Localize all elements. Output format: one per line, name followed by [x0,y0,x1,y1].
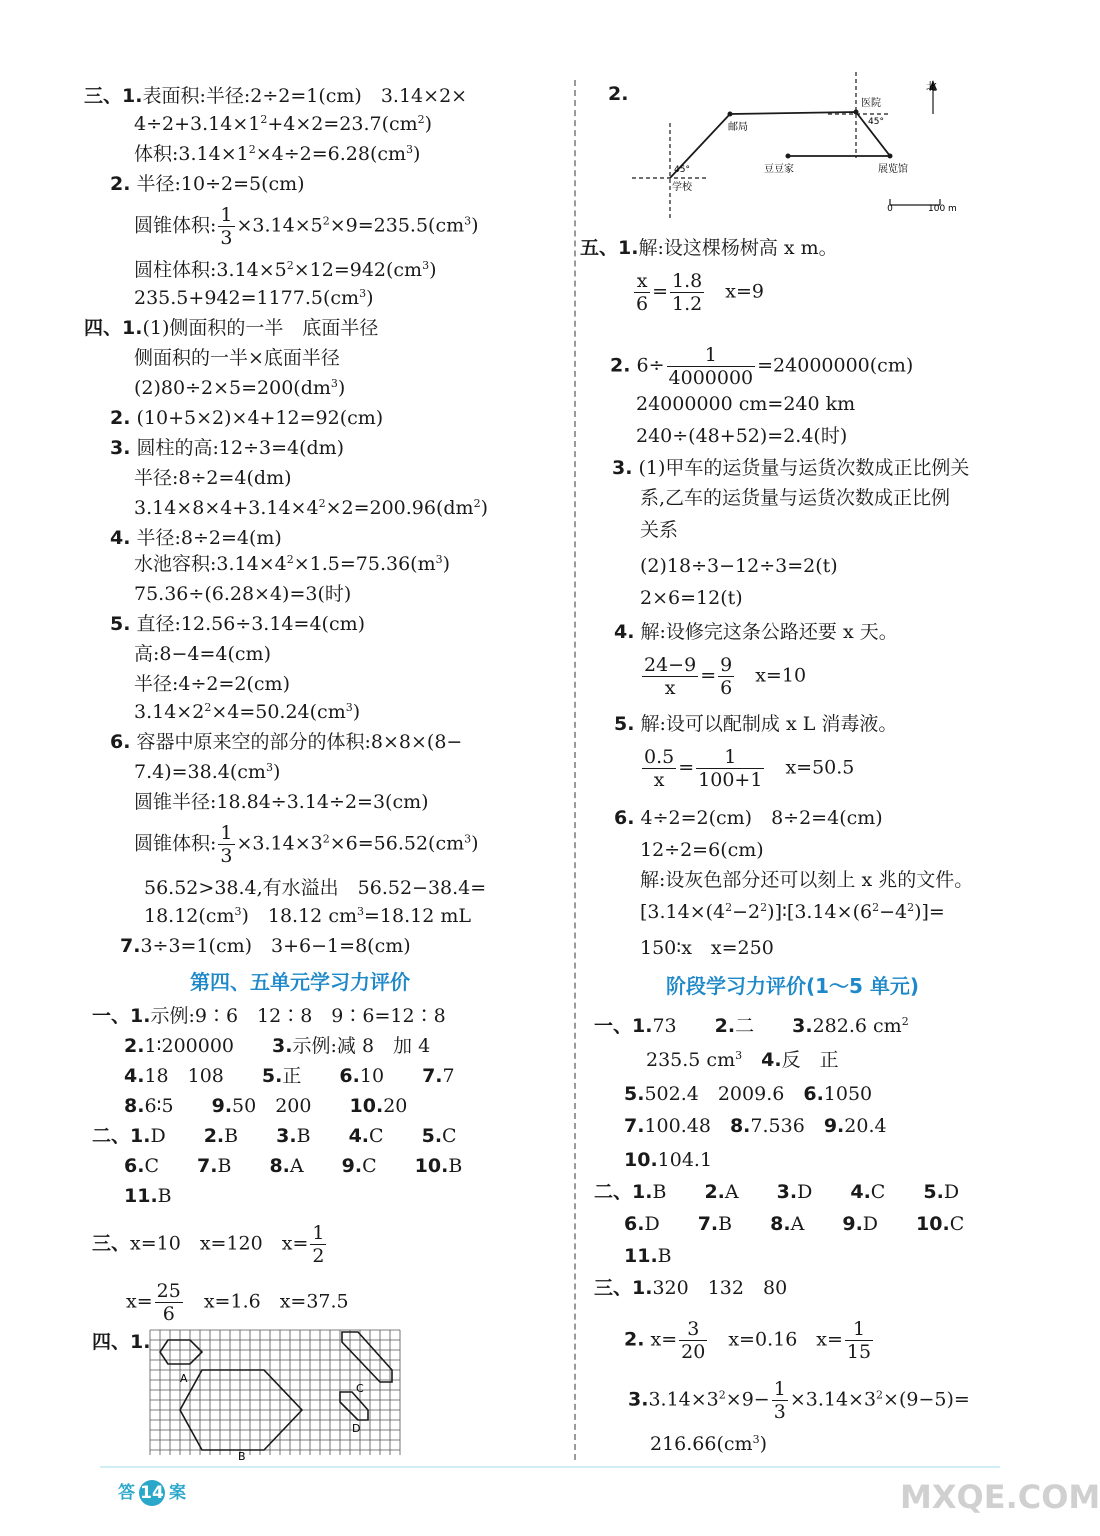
column-divider [574,80,576,1460]
answer-line: 5. 解:设可以配制成 x L 消毒液。 [614,713,898,735]
fraction: $\frac{3}{20}$ [681,1318,706,1363]
answer-line: 2. 半径:10÷2=5(cm) [110,173,305,195]
fraction: $\frac{1.8}{1.2}$ [672,270,703,315]
answer-line: 75.36÷(6.28×4)=3(时) [134,583,352,605]
fraction: $\frac{1}{3}$ [220,822,233,867]
answer-line: 半径:8÷2=4(dm) [134,467,292,489]
answer-line: $3.3.14\times 3^2\times 9-$ $\frac{1}{3}$ $\times 3.14\times 3^2\times(9-5)=$ [628,1378,970,1423]
answer-line: $3.14\times 8\times 4+3.14\times 4^2\times 2=200.96(dm^2)$ [134,497,488,519]
answer-line: 半径:4÷2=2(cm) [134,673,290,695]
answer-line: $4\div 2+3.14\times 1^2+4\times 2=23.7(cm^2)$ [134,113,433,135]
answer-line: 3. (1)甲车的运货量与运货次数成正比例关 [612,457,970,479]
shape-a [160,1340,202,1364]
answer-line: x= $\frac{25}{6}$ x=1.6 x=37.5 [126,1280,349,1325]
answer-line: 五、1.解:设这棵杨树高 x m。 [580,237,838,259]
answer-line: 240÷(48+52)=2.4(时) [636,425,848,447]
answer-line: $(2)80\div 2\times 5=200(dm^3)$ [134,377,346,399]
route-map [628,68,958,228]
label-angle-school: 45° [674,165,690,175]
answer-line: $\frac{0.5}{x}$ = $\frac{1}{100+1}$ x=50.5 [644,746,855,791]
answer-line: 解:设灰色部分还可以刻上 x 兆的文件。 [640,869,974,891]
label-b: B [238,1450,246,1463]
answer-line: 2. (10+5×2)×4+12=92(cm) [110,407,384,429]
footer-line [100,1466,1000,1468]
label-hall: 展览馆 [878,164,908,175]
answer-line: 10.104.1 [624,1149,713,1171]
answer-line: 24000000 cm=240 km [636,393,856,415]
answer-line: 3. 圆柱的高:12÷3=4(dm) [110,437,345,459]
answer-line: 5. 直径:12.56÷3.14=4(cm) [110,613,366,635]
label-north: 北 [926,80,937,93]
answer-line: 7.100.48 8.7.536 9.20.4 [624,1115,887,1137]
fraction: $\frac{1}{3}$ [773,1378,786,1423]
answer-line: 4.18 108 5.正 6.10 7.7 [124,1065,455,1087]
fraction: $\frac{1}{2}$ [312,1222,325,1267]
answer-line: $18.12(cm^3)$ 18.12 $cm^3=18.12$ mL [144,905,471,927]
answer-line: 体积$:3.14\times 1^2\times 4\div 2=6.28(cm^3)$ [134,143,421,165]
answer-line: 系,乙车的运货量与运货次数成正比例 [640,487,951,509]
answer-line: 水池容积$:3.14\times 4^2\times 1.5=75.36(m^3)$ [134,553,451,575]
answer-line: 6. 4÷2=2(cm) 8÷2=4(cm) [614,807,883,829]
section-title: 阶段学习力评价(1～5 单元) [666,974,920,998]
shape-c [342,1332,392,1382]
answer-line: 8.6∶5 9.50 200 10.20 [124,1095,408,1117]
answer-line: 圆柱体积$:3.14\times 5^2\times 12=942(cm^3)$ [134,259,437,281]
answer-line: 高:8−4=4(cm) [134,643,271,665]
answer-line: $[3.14\times(4^2-2^2)]∶[3.14\times(6^2-4^2)]=$ [640,901,945,923]
answer-line: 一、1.示例:9∶6 12∶8 9∶6=12∶8 [92,1005,446,1027]
label-school: 学校 [672,182,692,193]
label-post: 邮局 [728,122,748,133]
answer-line: 6.D 7.B 8.A 9.D 10.C [624,1213,965,1235]
fraction: $\frac{24-9}{x}$ [644,654,697,699]
answer-line: 11.B [124,1185,172,1207]
label-d: D [352,1422,361,1435]
answer-line: 5.502.4 2009.6 6.1050 [624,1083,873,1105]
label-hospital: 医院 [861,98,881,109]
answer-line: 三、1.320 132 80 [594,1277,788,1299]
fraction: $\frac{1}{100+1}$ [698,746,763,791]
answer-line: $3.14\times 2^2\times 4=50.24(cm^3)$ [134,701,361,723]
answer-line: 2.1∶200000 3.示例:减 8 加 4 [124,1035,431,1057]
watermark: MXQE.COM [900,1478,1100,1516]
answer-line: $216.66(cm^3)$ [650,1433,767,1455]
answer-line: 56.52>38.4,有水溢出 56.52−38.4= [144,877,487,899]
section-title: 第四、五单元学习力评价 [190,970,410,994]
answer-line: $235.5+942=1177.5(cm^3)$ [134,287,374,309]
grid-figure [150,1330,400,1463]
answer-line: 三、1.表面积:半径:2÷2=1(cm) 3.14×2× [84,85,468,107]
answer-line: $7.4)=38.4(cm^3)$ [134,761,281,783]
answer-line: 2. [608,83,629,105]
label-scale0: 0 [887,204,893,214]
answer-line: 4. 解:设修完这条公路还要 x 天。 [614,621,898,643]
answer-line: $\frac{24-9}{x}$ = $\frac{9}{6}$ x=10 [644,654,807,699]
label-c: C [356,1382,364,1395]
answer-line: 关系 [640,519,679,541]
answer-line: 11.B [624,1245,672,1267]
page-number: 答 14 案 [118,1478,186,1506]
answer-line: 四、1.(1)侧面积的一半 底面半径 [84,317,379,339]
answer-line: 2. x= $\frac{3}{20}$ x=0.16 x= $\frac{1}{15}$ [624,1318,872,1363]
answer-line: 12÷2=6(cm) [640,839,764,861]
label-doudou: 豆豆家 [764,164,794,175]
answer-line: 圆锥体积: $\frac{1}{3}$ $\times 3.14\times 5^2\times 9=235.5(cm^3)$ [134,204,479,249]
shape-d [340,1392,368,1420]
fraction: $\frac{1}{15}$ [846,1318,872,1363]
answer-line: 235.5 $cm^3$ 4.反 正 [646,1049,839,1071]
answer-line: 四、1. [92,1331,151,1353]
fraction: $\frac{9}{6}$ [720,654,733,699]
label-scale100: 100 m [928,204,957,214]
label-angle-hospital: 45° [868,117,884,127]
answer-line: 三、x=10 x=120 x= $\frac{1}{2}$ [92,1222,325,1267]
answer-line: 二、1.D 2.B 3.B 4.C 5.C [92,1125,457,1147]
answer-line: 7.3÷3=1(cm) 3+6−1=8(cm) [120,935,411,957]
answer-line: 二、1.B 2.A 3.D 4.C 5.D [594,1181,960,1203]
fraction: $\frac{1}{4000000}$ [668,344,754,389]
answer-line: 一、1.73 2.二 3.282.6 $cm^2$ [594,1015,909,1037]
fraction: $\frac{1}{3}$ [220,204,233,249]
label-a: A [180,1372,188,1385]
fraction: $\frac{x}{6}$ [636,270,649,315]
answer-line: 2. 6÷ $\frac{1}{4000000}$ =24000000(cm) [610,344,914,389]
answer-line: 圆锥半径:18.84÷3.14÷2=3(cm) [134,791,429,813]
answer-line: 圆锥体积: $\frac{1}{3}$ $\times 3.14\times 3^2\times 6=56.52(cm^3)$ [134,822,479,867]
answer-line: 150∶x x=250 [640,937,774,959]
answer-line: 6. 容器中原来空的部分的体积:8×8×(8− [110,731,463,753]
answer-line: 4. 半径:8÷2=4(m) [110,527,282,549]
fraction: $\frac{0.5}{x}$ [644,746,675,791]
answer-line: (2)18÷3−12÷3=2(t) [640,555,838,577]
answer-line: 侧面积的一半×底面半径 [134,347,340,369]
answer-line: 2×6=12(t) [640,587,743,609]
answer-line: 6.C 7.B 8.A 9.C 10.B [124,1155,463,1177]
answer-line: $\frac{x}{6}$ = $\frac{1.8}{1.2}$ x=9 [636,270,764,315]
fraction: $\frac{25}{6}$ [156,1280,181,1325]
